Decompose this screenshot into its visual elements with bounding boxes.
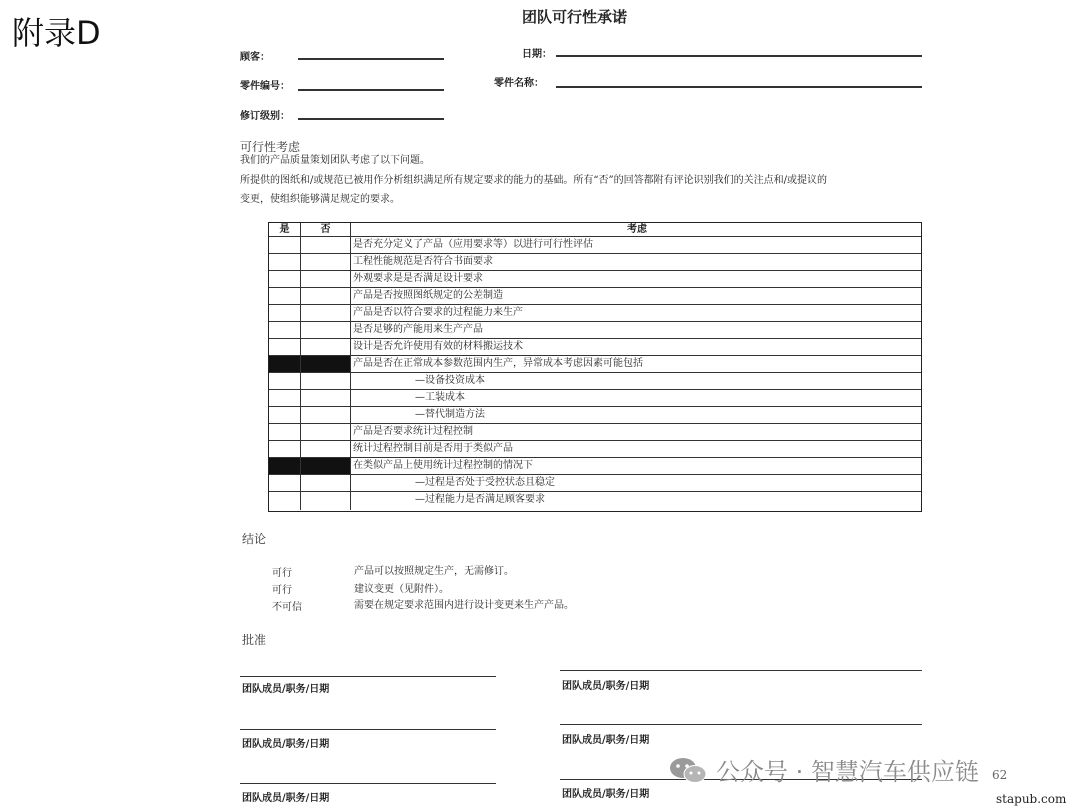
document-title: 团队可行性承诺 xyxy=(522,8,628,26)
table-row xyxy=(269,373,921,390)
yes-checkbox[interactable] xyxy=(269,407,301,423)
signature-label: 团队成员/职务/日期 xyxy=(562,735,650,746)
page-number: 62 xyxy=(992,768,1008,782)
table-row xyxy=(269,424,921,441)
yes-checkbox[interactable] xyxy=(269,254,301,270)
signature-label: 团队成员/职务/日期 xyxy=(242,793,330,804)
date-label: 日期： xyxy=(522,49,552,60)
table-row xyxy=(269,271,921,288)
conclusion-heading: 结论 xyxy=(242,532,267,546)
table-row xyxy=(269,492,921,510)
revision-field[interactable] xyxy=(298,118,444,120)
signature-line[interactable] xyxy=(240,676,496,677)
signature-line[interactable] xyxy=(560,670,922,671)
consideration-text: —工装成本 xyxy=(415,392,465,403)
site-url[interactable]: stapub.com xyxy=(996,792,1067,806)
consideration-text: 是否足够的产能用来生产产品 xyxy=(353,324,483,335)
blacked-out-cell xyxy=(269,356,301,372)
consideration-text: 产品是否要求统计过程控制 xyxy=(353,426,473,437)
conclusion-term[interactable]: 可行 xyxy=(272,568,292,579)
conclusion-term[interactable]: 可行 xyxy=(272,585,292,596)
no-checkbox[interactable] xyxy=(301,373,351,389)
table-row xyxy=(269,390,921,407)
yes-checkbox[interactable] xyxy=(269,237,301,253)
no-checkbox[interactable] xyxy=(301,288,351,304)
consideration-text: —过程能力是否满足顾客要求 xyxy=(415,494,545,505)
table-row xyxy=(269,237,921,254)
no-checkbox[interactable] xyxy=(301,237,351,253)
signature-line[interactable] xyxy=(240,729,496,730)
blacked-out-cell xyxy=(301,458,351,474)
intro-line: 我们的产品质量策划团队考虑了以下问题。 xyxy=(240,155,430,166)
watermark xyxy=(668,752,979,787)
no-checkbox[interactable] xyxy=(301,322,351,338)
considerations-table xyxy=(268,222,922,512)
revision-label: 修订级别： xyxy=(240,111,290,122)
yes-checkbox[interactable] xyxy=(269,441,301,457)
consideration-text: —设备投资成本 xyxy=(415,375,485,386)
consideration-text: —过程是否处于受控状态且稳定 xyxy=(415,477,555,488)
no-checkbox[interactable] xyxy=(301,390,351,406)
no-checkbox[interactable] xyxy=(301,254,351,270)
col-yes-header: 是 xyxy=(269,223,301,236)
part-number-field[interactable] xyxy=(298,89,444,91)
consideration-text: 在类似产品上使用统计过程控制的情况下 xyxy=(353,460,533,471)
table-row xyxy=(269,305,921,322)
table-row xyxy=(269,458,921,475)
table-row xyxy=(269,288,921,305)
yes-checkbox[interactable] xyxy=(269,492,301,510)
signature-label: 团队成员/职务/日期 xyxy=(242,739,330,750)
no-checkbox[interactable] xyxy=(301,407,351,423)
watermark-text: 公众号 · 智慧汽车供应链 xyxy=(716,758,979,786)
consideration-text: 产品是否以符合要求的过程能力来生产 xyxy=(353,307,523,318)
part-name-label: 零件名称： xyxy=(494,78,544,89)
table-header-row xyxy=(269,223,921,237)
feasibility-heading: 可行性考虑 xyxy=(240,140,301,154)
consideration-text: 统计过程控制目前是否用于类似产品 xyxy=(353,443,513,454)
consideration-text: —替代制造方法 xyxy=(415,409,485,420)
blacked-out-cell xyxy=(301,356,351,372)
table-row xyxy=(269,475,921,492)
consideration-text: 是否充分定义了产品（应用要求等）以进行可行性评估 xyxy=(353,239,593,250)
consideration-text: 产品是否在正常成本参数范围内生产，异常成本考虑因素可能包括 xyxy=(353,358,643,369)
table-row xyxy=(269,407,921,424)
table-row xyxy=(269,322,921,339)
consideration-text: 工程性能规范是否符合书面要求 xyxy=(353,256,493,267)
no-checkbox[interactable] xyxy=(301,271,351,287)
table-row xyxy=(269,254,921,271)
table-row xyxy=(269,441,921,458)
yes-checkbox[interactable] xyxy=(269,424,301,440)
no-checkbox[interactable] xyxy=(301,424,351,440)
yes-checkbox[interactable] xyxy=(269,288,301,304)
consideration-text: 外观要求是是否满足设计要求 xyxy=(353,273,483,284)
signature-label: 团队成员/职务/日期 xyxy=(562,681,650,692)
no-checkbox[interactable] xyxy=(301,475,351,491)
part-name-field[interactable] xyxy=(556,86,922,88)
yes-checkbox[interactable] xyxy=(269,475,301,491)
no-checkbox[interactable] xyxy=(301,492,351,510)
signature-label: 团队成员/职务/日期 xyxy=(562,789,650,800)
consideration-text: 设计是否允许使用有效的材料搬运技术 xyxy=(353,341,523,352)
yes-checkbox[interactable] xyxy=(269,390,301,406)
signature-label: 团队成员/职务/日期 xyxy=(242,684,330,695)
yes-checkbox[interactable] xyxy=(269,305,301,321)
blacked-out-cell xyxy=(269,458,301,474)
customer-label: 顾客： xyxy=(240,52,270,63)
intro-paragraph-line-1: 所提供的图纸和/或规范已被用作分析组织满足所有规定要求的能力的基础。所有“否”的回答都附有评论识别我们的关注点和/或提议的 xyxy=(240,175,827,186)
approval-heading: 批准 xyxy=(242,633,267,647)
conclusion-term[interactable]: 不可信 xyxy=(272,602,302,613)
yes-checkbox[interactable] xyxy=(269,271,301,287)
conclusion-desc: 建议变更（见附件）。 xyxy=(354,584,449,595)
yes-checkbox[interactable] xyxy=(269,373,301,389)
customer-field[interactable] xyxy=(298,58,444,60)
signature-line[interactable] xyxy=(560,724,922,725)
conclusion-desc: 产品可以按照规定生产，无需修订。 xyxy=(354,566,514,577)
appendix-label: 附录D xyxy=(12,14,101,52)
wechat-icon xyxy=(668,755,708,785)
col-no-header: 否 xyxy=(301,223,351,236)
part-number-label: 零件编号： xyxy=(240,81,290,92)
consideration-text: 产品是否按照图纸规定的公差制造 xyxy=(353,290,503,301)
table-row xyxy=(269,339,921,356)
no-checkbox[interactable] xyxy=(301,305,351,321)
col-consider-header: 考虑 xyxy=(627,224,647,235)
yes-checkbox[interactable] xyxy=(269,339,301,355)
conclusion-desc: 需要在规定要求范围内进行设计变更来生产产品。 xyxy=(354,600,574,611)
signature-line[interactable] xyxy=(240,783,496,784)
intro-paragraph-line-2: 变更，使组织能够满足规定的要求。 xyxy=(240,194,400,205)
yes-checkbox[interactable] xyxy=(269,322,301,338)
no-checkbox[interactable] xyxy=(301,441,351,457)
table-row xyxy=(269,356,921,373)
no-checkbox[interactable] xyxy=(301,339,351,355)
date-field[interactable] xyxy=(556,55,922,57)
